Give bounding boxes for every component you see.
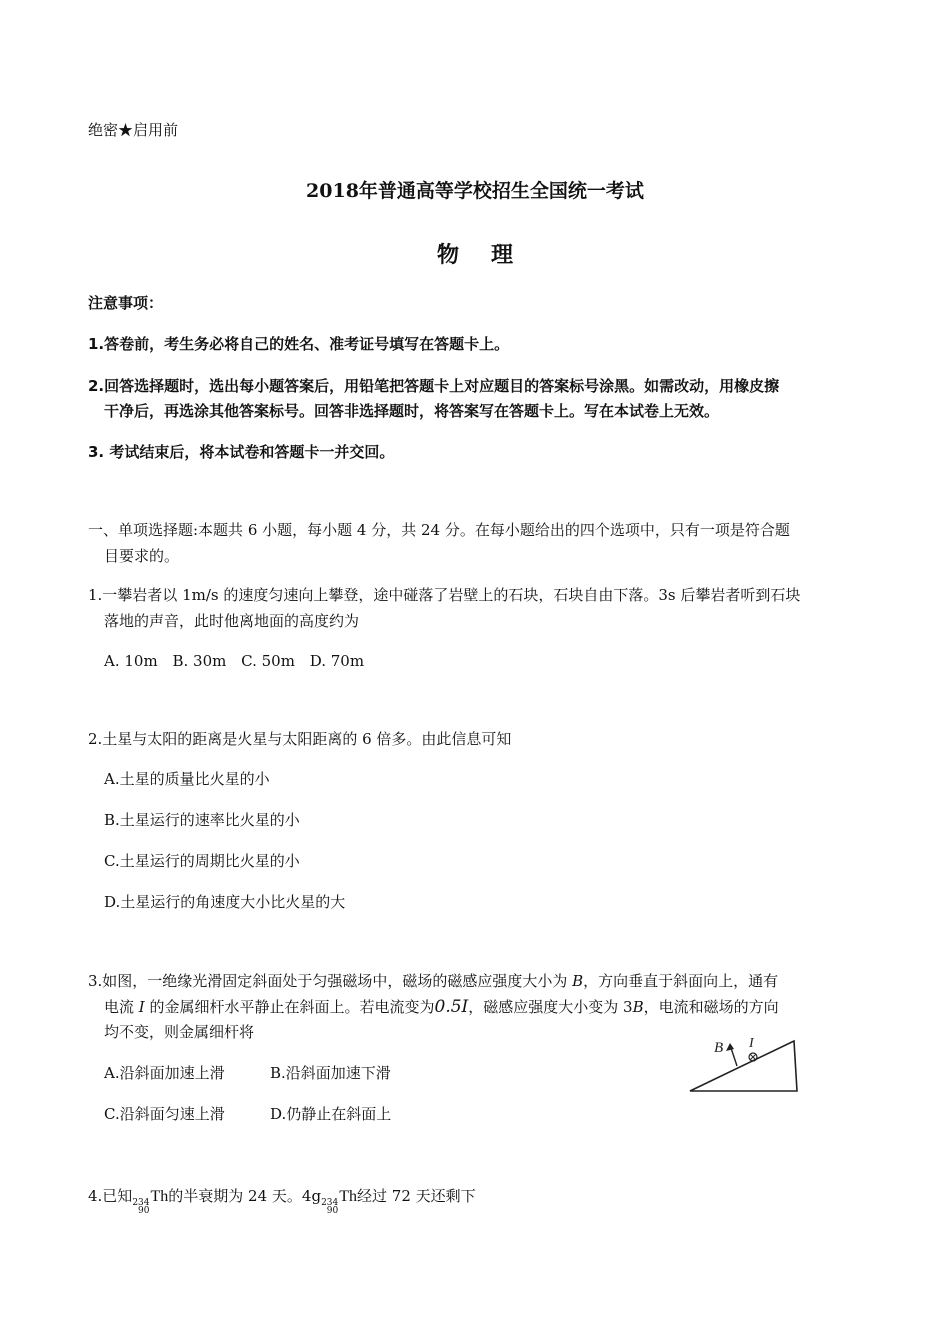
exam-title: 2018年普通高等学校招生全国统一考试 <box>306 180 644 202</box>
q2-stem: 2.土星与太阳的距离是火星与太阳距离的 6 倍多。由此信息可知 <box>88 730 512 748</box>
q3-stem-cont: 均不变，则金属细杆将 <box>104 1023 255 1041</box>
nuclide-symbol: Th <box>339 1188 358 1205</box>
section-heading-cont: 目要求的。 <box>104 547 180 565</box>
var-i: I <box>138 998 145 1016</box>
field-label: B <box>714 1040 724 1056</box>
notice-item: 3. 考试结束后，将本试卷和答题卡一并交回。 <box>88 443 395 461</box>
var-b: B <box>632 998 644 1016</box>
notices-heading: 注意事项： <box>88 294 164 312</box>
q1-option-a: A. 10m <box>104 652 158 670</box>
nuclide-numbers: 234 90 <box>321 1198 339 1216</box>
q4-stem: 4.已知 234 90 Th的半衰期为 24 天。4g 234 90 Th经过 72 天还剩下 <box>88 1187 476 1216</box>
notice-item: 2.回答选择题时，选出每小题答案后，用铅笔把答题卡上对应题目的答案标号涂黑。如需改动，用橡皮擦 <box>88 377 780 395</box>
q3-option-b: B.沿斜面加速下滑 <box>270 1064 391 1082</box>
q2-option-c: C.土星运行的周期比火星的小 <box>104 852 300 870</box>
q3-option-a: A.沿斜面加速上滑 <box>104 1064 225 1082</box>
q3-stem: 3.如图，一绝缘光滑固定斜面处于匀强磁场中，磁场的磁感应强度大小为 B，方向垂直于斜面向上，通有 <box>88 972 779 990</box>
q2-option-b: B.土星运行的速率比火星的小 <box>104 811 300 829</box>
q1-option-b: B. 30m <box>172 652 227 670</box>
q1-option-c: C. 50m <box>241 652 295 670</box>
notice-item: 干净后，再选涂其他答案标号。回答非选择题时，将答案写在答题卡上。写在本试卷上无效。 <box>104 402 720 420</box>
q1-stem-cont: 落地的声音，此时他离地面的高度约为 <box>104 612 360 630</box>
var-half-i: 0.5I <box>434 997 469 1017</box>
current-label: I <box>749 1036 754 1051</box>
incline-triangle <box>690 1041 797 1091</box>
q3-option-c: C.沿斜面匀速上滑 <box>104 1105 225 1123</box>
secret-label: 绝密★启用前 <box>88 121 179 139</box>
nuclide-symbol: Th <box>150 1188 169 1205</box>
field-arrow-head <box>726 1043 734 1051</box>
nuclide-numbers: 234 90 <box>132 1198 150 1216</box>
q3-stem-cont: 电流 I 的金属细杆水平静止在斜面上。若电流变为0.5I，磁感应强度大小变为 3B，电流和磁场的方向 <box>104 997 779 1017</box>
var-b: B <box>572 972 584 990</box>
q3-option-d: D.仍静止在斜面上 <box>270 1105 392 1123</box>
notice-item: 1.答卷前，考生务必将自己的姓名、准考证号填写在答题卡上。 <box>88 335 510 353</box>
q1-stem: 1.一攀岩者以 1m/s 的速度匀速向上攀登，途中碰落了岩壁上的石块，石块自由下落。3s 后攀岩者听到石块 <box>88 586 801 604</box>
incline-figure <box>680 1032 810 1098</box>
section-heading: 一、单项选择题:本题共 6 小题，每小题 4 分，共 24 分。在每小题给出的四个选项中，只有一项是符合题 <box>88 521 790 539</box>
subject-title: 物理 <box>436 242 545 268</box>
q2-option-d: D.土星运行的角速度大小比火星的大 <box>104 893 346 911</box>
q2-option-a: A.土星的质量比火星的小 <box>104 770 270 788</box>
q1-options <box>104 651 374 671</box>
q1-option-d: D. 70m <box>309 652 365 670</box>
